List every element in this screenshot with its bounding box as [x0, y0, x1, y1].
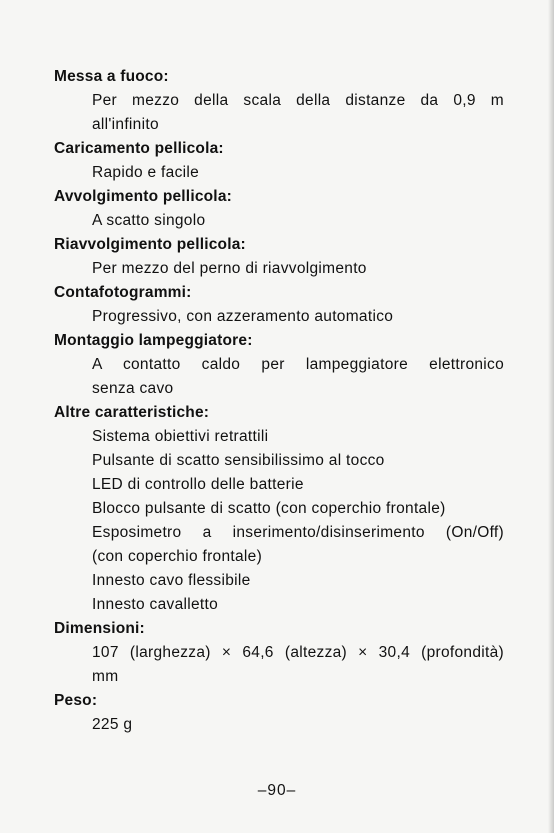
spec-section-caricamento-pellicola: [54, 137, 504, 185]
spec-line: LED di controllo delle batterie: [92, 476, 304, 493]
spec-section-dimensioni: [54, 617, 504, 689]
spec-line: Progressivo, con azzeramento automatico: [92, 308, 394, 325]
spec-heading: Riavvolgimento pellicola:: [54, 236, 246, 253]
spec-section-riavvolgimento-pellicola: [54, 233, 504, 281]
spec-heading: Contafotogrammi:: [54, 284, 192, 301]
spec-section-peso: [54, 689, 504, 737]
spec-line: senza cavo: [92, 380, 174, 397]
spec-line: Per mezzo della scala della distanze da 0,9 m: [92, 92, 504, 109]
spec-section-messa-a-fuoco: [54, 65, 504, 137]
spec-line: Innesto cavo flessibile: [92, 572, 251, 589]
spec-line: Rapido e facile: [92, 164, 200, 181]
spec-heading: Altre caratteristiche:: [54, 404, 210, 421]
spec-line: 107 (larghezza) × 64,6 (altezza) × 30,4 (profondità): [92, 644, 504, 661]
spec-line: A contatto caldo per lampeggiatore elettronico: [92, 356, 504, 373]
spec-section-montaggio-lampeggiatore: [54, 329, 504, 401]
spec-heading: Peso:: [54, 692, 98, 709]
spec-line: (con coperchio frontale): [92, 548, 263, 565]
spec-line: all'infinito: [92, 116, 159, 133]
spec-section-altre-caratteristiche: [54, 401, 504, 617]
spec-line: Per mezzo del perno di riavvolgimento: [92, 260, 367, 277]
spec-line: A scatto singolo: [92, 212, 206, 229]
spec-heading: Montaggio lampeggiatore:: [54, 332, 253, 349]
spec-line: Sistema obiettivi retrattili: [92, 428, 269, 445]
spec-section-avvolgimento-pellicola: [54, 185, 504, 233]
spec-line: Innesto cavalletto: [92, 596, 219, 613]
page-edge-shadow: [548, 0, 554, 833]
spec-line: Pulsante di scatto sensibilissimo al tocco: [92, 452, 385, 469]
spec-list: [54, 65, 504, 737]
spec-heading: Dimensioni:: [54, 620, 145, 637]
spec-heading: Caricamento pellicola:: [54, 140, 224, 157]
page-number: –90–: [257, 782, 297, 799]
spec-line: Blocco pulsante di scatto (con coperchio frontale): [92, 500, 446, 517]
spec-line: mm: [92, 668, 119, 685]
spec-line: Esposimetro a inserimento/disinserimento (On/Off): [92, 524, 504, 541]
spec-heading: Avvolgimento pellicola:: [54, 188, 232, 205]
spec-section-contafotogrammi: [54, 281, 504, 329]
spec-line: 225 g: [92, 716, 133, 733]
spec-heading: Messa a fuoco:: [54, 68, 169, 85]
